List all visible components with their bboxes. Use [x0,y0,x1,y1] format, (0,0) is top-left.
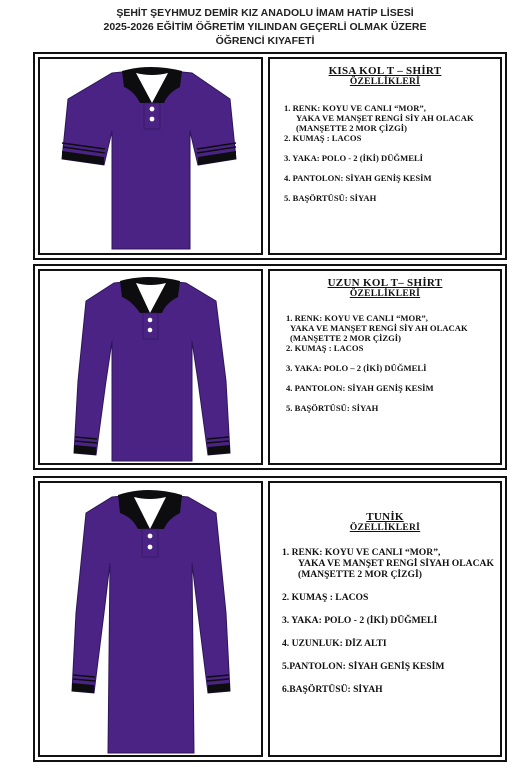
spec-item: 3. YAKA: POLO - 2 (İKİ) DÜĞMELİ [284,153,424,163]
tunic-specs [268,481,502,757]
spec-item: (MANŞETTE 2 MOR ÇİZGİ) [296,123,408,133]
spec-item: YAKA VE MANŞET RENGİ SİYAH OLACAK [298,558,494,569]
panel-long-sleeve [33,264,507,470]
spec-item: 5. BAŞÖRTÜSÜ: SİYAH [284,193,377,203]
panel-short-sleeve [33,52,507,260]
tunic-image-frame [38,481,263,757]
long-sleeve-specs [268,269,502,465]
document-header [0,6,530,48]
spec-item: 2. KUMAŞ : LACOS [286,343,364,353]
spec-item: YAKA VE MANŞET RENGİ SİY AH OLACAK [290,323,468,333]
spec-item: 3. YAKA: POLO - 2 (İKİ) DÜĞMELİ [282,615,438,626]
spec-item: 1. RENK: KOYU VE CANLI “MOR”, [284,103,426,113]
spec-item: (MANŞETTE 2 MOR ÇİZGİ) [298,569,422,580]
spec-item: 4. UZUNLUK: DİZ ALTI [282,638,387,649]
panel-subtitle: ÖZELLİKLERİ [349,523,421,533]
short-sleeve-polo-image [40,59,261,257]
spec-list [284,103,500,203]
panel-tunic [33,476,507,762]
spec-item: 3. YAKA: POLO – 2 (İKİ) DÜĞMELİ [286,363,427,373]
spec-item: 1. RENK: KOYU VE CANLI “MOR”, [286,313,428,323]
spec-list [286,313,500,413]
spec-item: 2. KUMAŞ : LACOS [284,133,362,143]
panel-subtitle: ÖZELLİKLERİ [349,289,421,299]
document-title: ÖĞRENCİ KIYAFETİ [215,35,315,47]
panel-subtitle: ÖZELLİKLERİ [349,77,421,87]
school-name: ŞEHİT ŞEYHMUZ DEMİR KIZ ANADOLU İMAM HATİP LİSESİ [116,7,414,19]
tunic-polo-image [40,483,261,759]
spec-item: 1. RENK: KOYU VE CANLI “MOR”, [282,547,441,558]
panel-title: KISA KOL T – SHİRT [328,65,442,77]
short-sleeve-specs [268,57,502,255]
short-sleeve-image-frame [38,57,263,255]
spec-item: YAKA VE MANŞET RENGİ SİY AH OLACAK [296,113,474,123]
long-sleeve-image-frame [38,269,263,465]
spec-item: 5.PANTOLON: SİYAH GENİŞ KESİM [282,661,445,672]
panel-title: UZUN KOL T– SHİRT [327,277,443,289]
spec-item: 2. KUMAŞ : LACOS [282,592,369,603]
spec-list [282,547,500,695]
spec-item: 5. BAŞÖRTÜSÜ: SİYAH [286,403,379,413]
long-sleeve-polo-image [40,271,261,467]
panel-title: TUNİK [366,511,404,523]
academic-year-note: 2025-2026 EĞİTİM ÖĞRETİM YILINDAN GEÇERLİ OLMAK ÜZERE [103,21,427,33]
spec-item: 6.BAŞÖRTÜSÜ: SİYAH [282,684,383,695]
spec-item: (MANŞETTE 2 MOR ÇİZGİ) [290,333,402,343]
spec-item: 4. PANTOLON: SİYAH GENİŞ KESİM [286,383,434,393]
spec-item: 4. PANTOLON: SİYAH GENİŞ KESİM [284,173,432,183]
